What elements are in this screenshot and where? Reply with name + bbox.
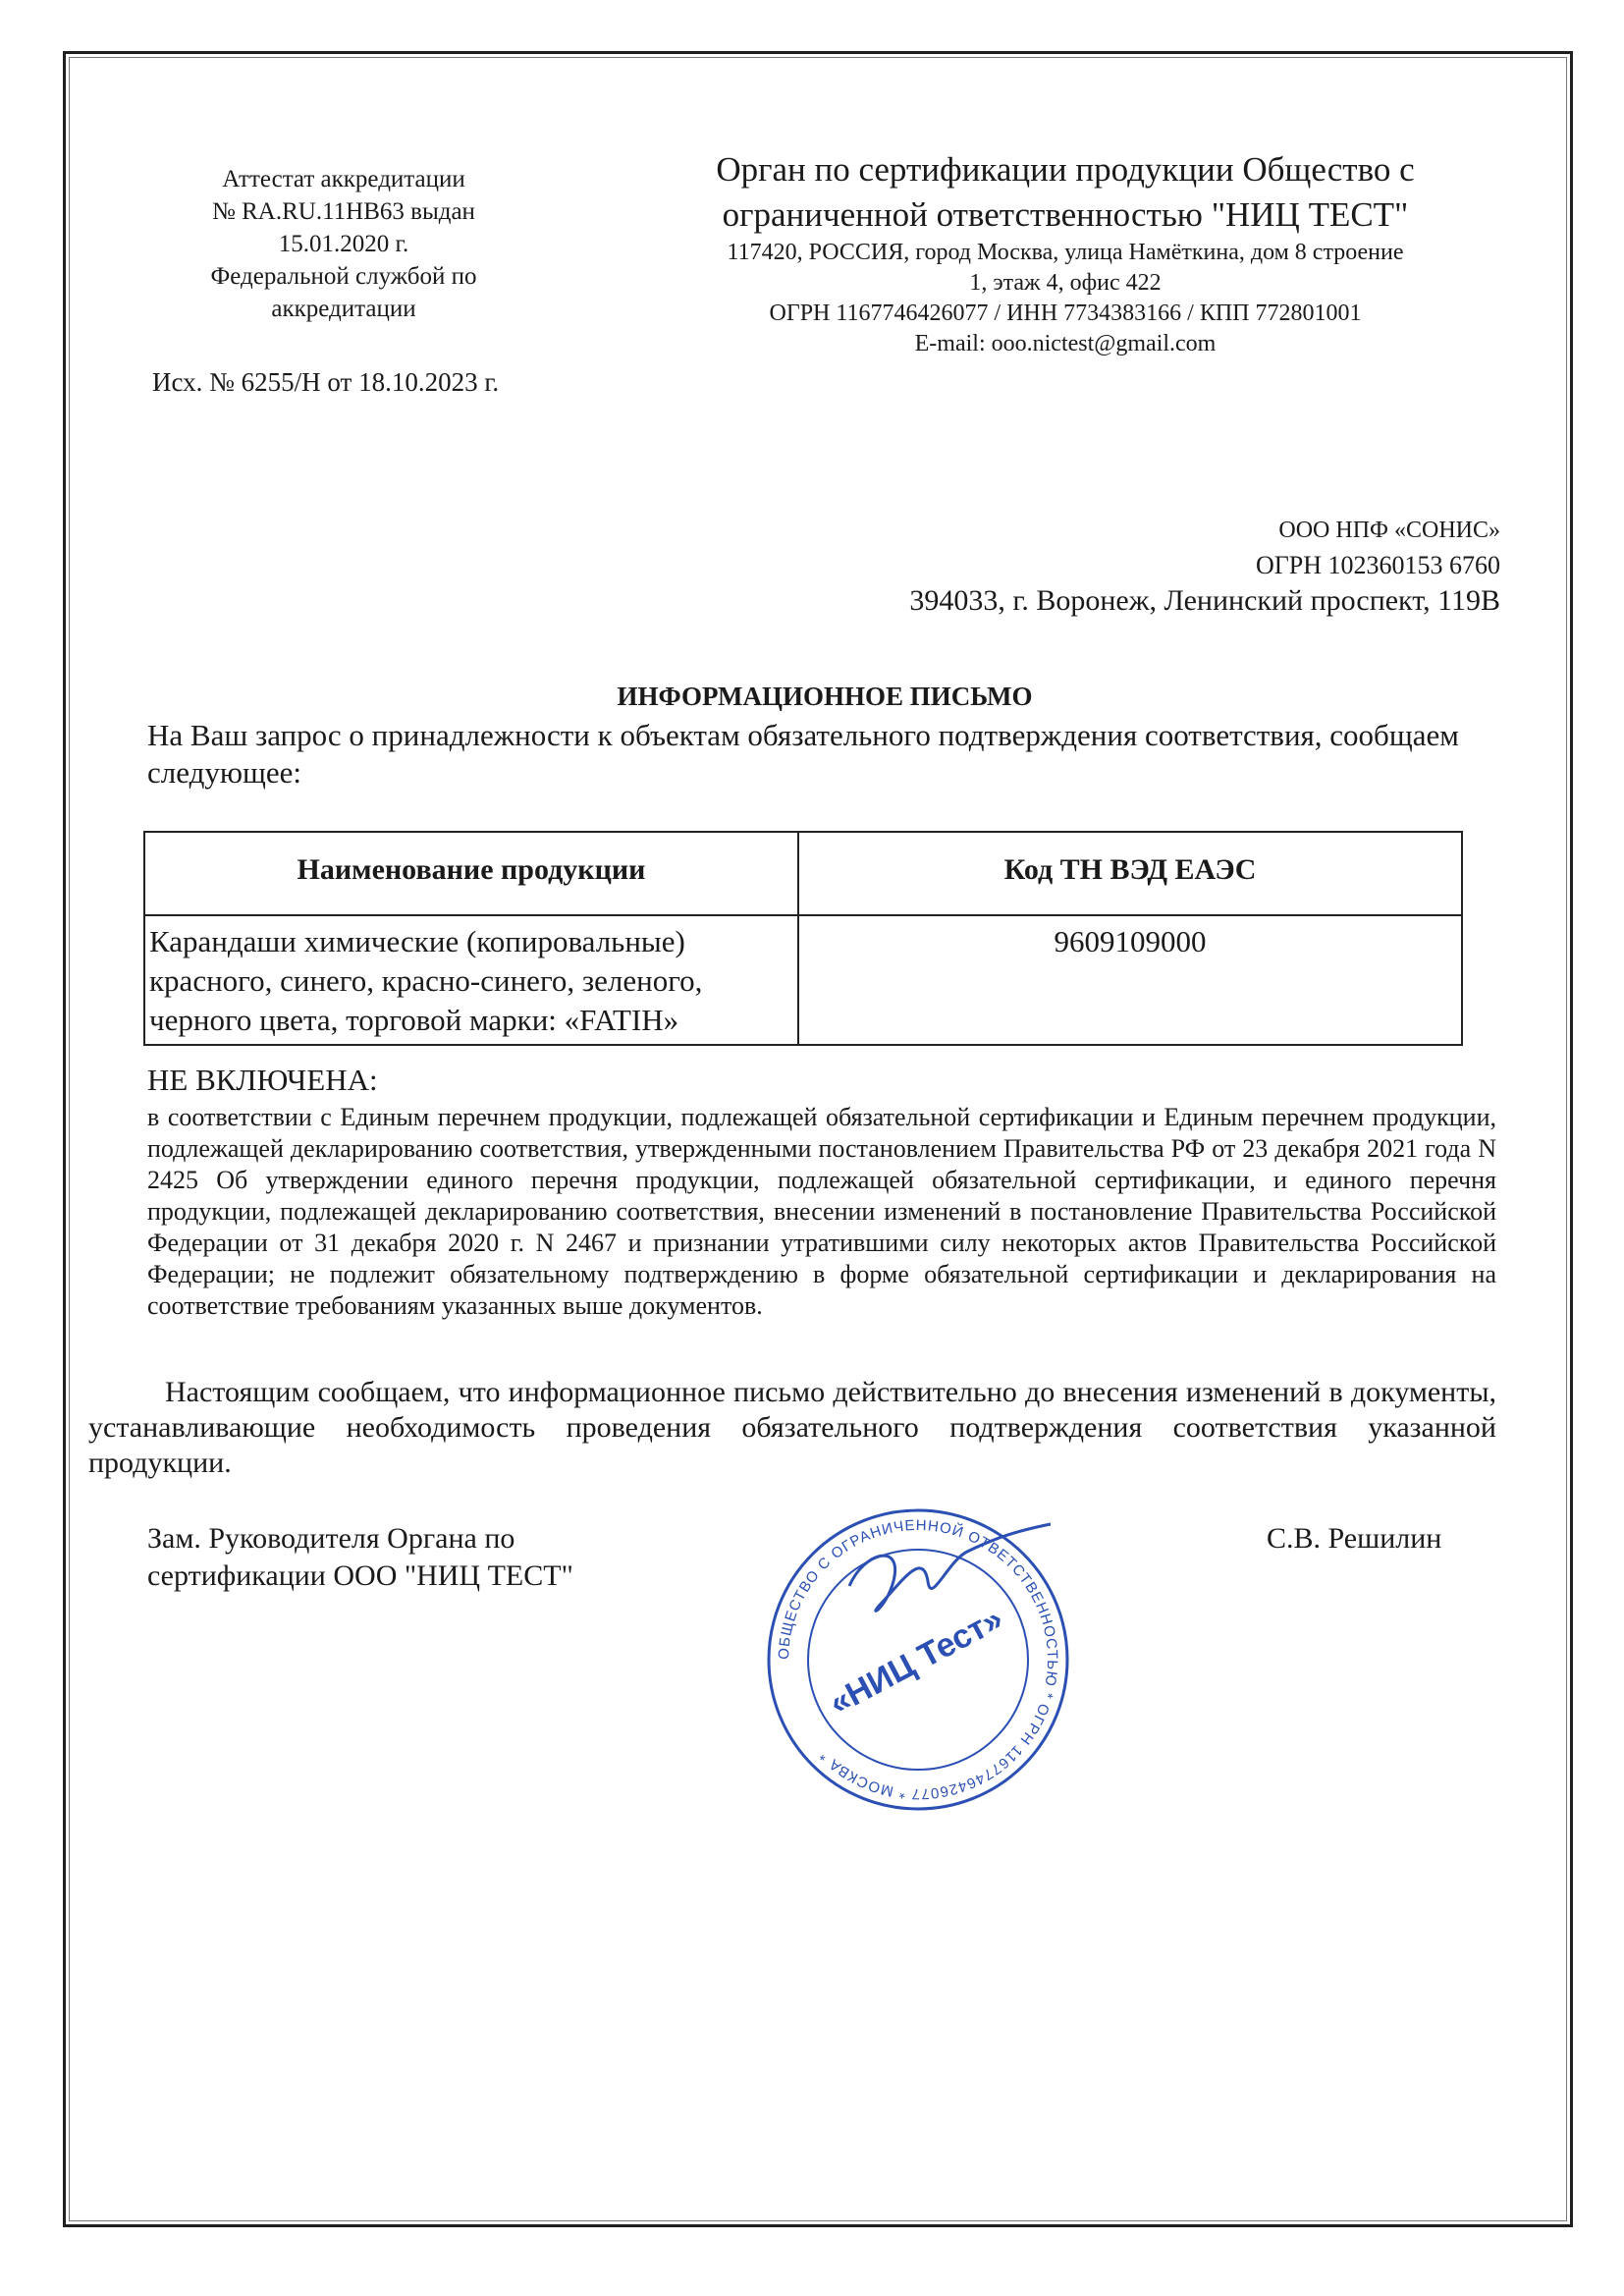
- organization-name: [648, 147, 1483, 238]
- signatory-position: [147, 1520, 573, 1595]
- organization-name-line: Орган по сертификации продукции Общество с: [716, 150, 1415, 189]
- organization-address-line: 117420, РОССИЯ, город Москва, улица Намёткина, дом 8 строение: [727, 240, 1404, 265]
- signatory-position-line: Зам. Руководителя Органа по: [147, 1522, 515, 1555]
- conclusion-body: в соответствии с Единым перечнем продукции, подлежащей обязательной сертификации и Единым перечнем продукции, подлежащей декларированию соответствия, утвержденными постановлением Правительства РФ от 23 декабря 2021 года N 2425 Об утверждении единого перечня продукции, подлежащей обязательной сертификации, и единого перечня продукции, подлежащей декларированию соответствия, внесении изменений в постановление Правительства Российской Федерации от 31 декабря 2020 г. N 2467 и признании утратившими силу некоторых актов Правительства Российской Федерации; не подлежит обязательному подтверждению в форме обязательной сертификации и декларирования на соответствие требованиям указанных выше документов.: [147, 1103, 1496, 1320]
- recipient-block: [687, 513, 1500, 619]
- product-name-cell: [144, 915, 798, 1045]
- recipient-name: ООО НПФ «СОНИС»: [1278, 518, 1500, 543]
- stamp-center-text: «НИЦ Тест»: [823, 1600, 1009, 1722]
- product-code-cell: 9609109000: [798, 915, 1462, 1045]
- table-row: [144, 915, 1462, 1045]
- organization-address-line: 1, этаж 4, офис 422: [969, 270, 1162, 296]
- organization-email: E-mail: ooo.nictest@gmail.com: [914, 331, 1217, 356]
- letter-intro: На Ваш запрос о принадлежности к объектам обязательного подтверждения соответствия, сообщаем следующее:: [147, 718, 1459, 790]
- product-name-line: красного, синего, красно-синего, зеленого,: [149, 963, 703, 998]
- accreditation-block: [147, 163, 540, 325]
- product-name-line: черного цвета, торговой марки: «FATIH»: [149, 1003, 679, 1037]
- conclusion-status: НЕ ВКЛЮЧЕНА:: [147, 1063, 378, 1097]
- organization-address-line: ОГРН 1167746426077 / ИНН 7734383166 / КПП 772801001: [769, 301, 1362, 326]
- table-header-row: [144, 832, 1462, 915]
- signatory-position-line: сертификации ООО "НИЦ ТЕСТ": [147, 1559, 573, 1592]
- organization-address: [648, 238, 1483, 359]
- validity-notice: Настоящим сообщаем, что информационное письмо действительно до внесения изменений в документы, устанавливающие необходимость проведения обязательного подтверждения соответствия указанной продукции.: [88, 1376, 1496, 1479]
- signatory-name: С.В. Решилин: [1267, 1522, 1442, 1555]
- product-table: [143, 831, 1463, 1046]
- table-header-product: Наименование продукции: [144, 832, 798, 915]
- accreditation-line: аккредитации: [271, 296, 416, 322]
- recipient-address: 394033, г. Воронеж, Ленинский проспект, 119В: [909, 584, 1500, 617]
- accreditation-line: Аттестат аккредитации: [222, 166, 465, 192]
- accreditation-line: 15.01.2020 г.: [278, 231, 409, 257]
- organization-name-line: ограниченной ответственностью "НИЦ ТЕСТ": [722, 195, 1409, 234]
- product-name-line: Карандаши химические (копировальные): [149, 924, 685, 958]
- organization-stamp: [756, 1493, 1080, 1827]
- accreditation-line: Федеральной службой по: [210, 263, 477, 290]
- stamp-ring-text: ОБЩЕСТВО С ОГРАНИЧЕННОЙ ОТВЕТСТВЕННОСТЬЮ * ОГРН 1167746426077 * МОСКВА *: [775, 1516, 1061, 1803]
- recipient-ogrn: ОГРН 102360153 6760: [1255, 551, 1500, 579]
- letter-title: ИНФОРМАЦИОННОЕ ПИСЬМО: [617, 682, 1033, 711]
- accreditation-line: № RA.RU.11HB63 выдан: [212, 198, 475, 225]
- outgoing-reference: Исх. № 6255/Н от 18.10.2023 г.: [152, 367, 500, 397]
- table-header-code: Код ТН ВЭД ЕАЭС: [798, 832, 1462, 915]
